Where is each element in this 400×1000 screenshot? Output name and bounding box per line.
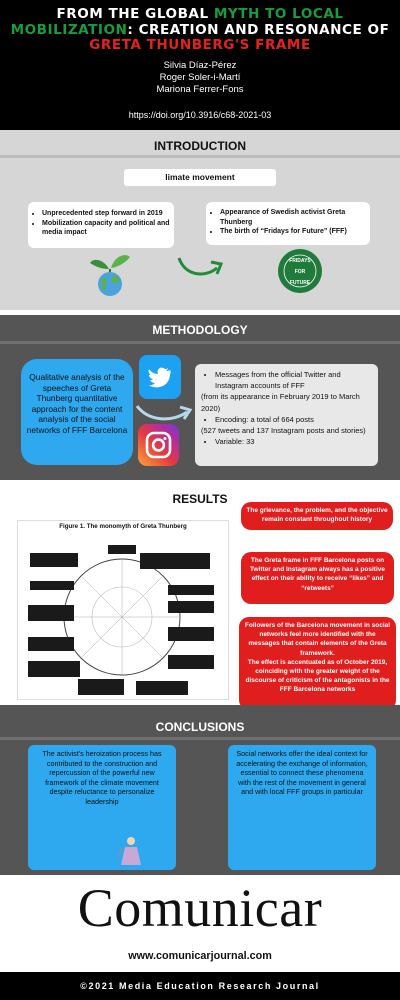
methodology-details (195, 364, 378, 466)
list-item: • The birth of “Fridays for Future” (FFF) (220, 227, 366, 237)
result-box-2: The Greta frame in FFF Barcelona posts on Twitter and Instagram always has a positive effect on their ability to receive “likes” and “retweets” (241, 552, 394, 604)
section-divider (0, 341, 400, 344)
intro-right-box (206, 202, 370, 245)
poster-title (6, 7, 394, 54)
list-item: • Messages from the official Twitter and Instagram accounts of FFF (215, 369, 374, 391)
intro-left-box (28, 202, 174, 248)
note: (527 tweets and 137 Instagram posts and stories) (201, 426, 366, 436)
list-item: • Appearance of Swedish activist Greta Thunberg (220, 208, 366, 227)
title-part1: FROM THE GLOBAL (56, 6, 214, 22)
monomyth-diagram (18, 531, 228, 701)
copyright-bar: ©2021 Media Education Research Journal (0, 972, 400, 1000)
methodology-section (0, 315, 400, 480)
doi-link[interactable]: https://doi.org/10.3916/c68-2021-03 (128, 110, 272, 120)
monomyth-figure (17, 520, 229, 700)
conclusion-right-text: Social networks offer the ideal context for accelerating the exchange of information, essential to connect these phenomena with the rest of the movement in general and with local FFF groups in particular (236, 749, 368, 797)
twitter-icon (139, 355, 181, 399)
result-box-3 (239, 617, 396, 710)
header (0, 0, 400, 130)
note: (from its appearance in February 2019 to March 2020) (201, 392, 360, 413)
list-item: • Mobilization capacity and political and media impact (42, 219, 170, 238)
svg-text:FRIDAYS: FRIDAYS (289, 258, 311, 264)
section-divider (0, 737, 400, 740)
hero-figure-icon (115, 835, 147, 867)
methodology-title: METHODOLOGY (152, 323, 248, 337)
results-title: RESULTS (172, 492, 228, 506)
comunicar-logo: Comunicar (77, 878, 323, 938)
result-box-1: The grievance, the problem, and the objective remain constant throughout history (241, 502, 393, 530)
svg-text:FOR: FOR (294, 269, 306, 275)
figure-title: Figure 1. The monomyth of Greta Thunberg (59, 523, 187, 530)
earth-plant-icon (88, 251, 132, 297)
author-1: Silvia Díaz-Pérez (163, 60, 237, 71)
list-item: • Encoding: a total of 664 posts (215, 414, 374, 425)
curved-arrow-icon (175, 252, 225, 280)
list-item: • Variable: 33 (215, 436, 374, 447)
fridays-for-future-badge (277, 248, 323, 294)
website-link[interactable]: www.comunicarjournal.com (128, 950, 272, 962)
results-section (0, 480, 400, 705)
authors (0, 60, 400, 96)
footer (0, 875, 400, 972)
topic-pill: limate movement (124, 169, 276, 186)
title-red: GRETA THUNBERG'S FRAME (89, 37, 311, 53)
author-2: Roger Soler-i-Martí (159, 72, 241, 83)
introduction-title: INTRODUCTION (154, 139, 246, 153)
conclusion-left (28, 745, 176, 870)
introduction-section (0, 130, 400, 310)
title-green: MYTH TO LOCAL MOBILIZATION (10, 6, 344, 38)
list-item: • Unprecedented step forward in 2019 (42, 209, 170, 219)
result-box-3-text-a: Followers of the Barcelona movement in social networks feel more identified with the messages that contain elements of the Greta framework. (244, 622, 391, 657)
instagram-icon (138, 424, 179, 466)
curved-arrow-icon (133, 398, 195, 426)
conclusions-title: CONCLUSIONS (155, 720, 245, 734)
methodology-summary: Qualitative analysis of the speeches of Greta Thunberg quantitative approach for the content analysis of the social networks of FFF Barcelona (21, 359, 133, 465)
author-3: Mariona Ferrer-Fons (156, 84, 244, 95)
title-part2: : CREATION AND RESONANCE OF (127, 21, 390, 38)
section-divider (0, 155, 400, 158)
conclusion-right (228, 745, 376, 870)
conclusion-left-text: The activist's heroization process has contributed to the construction and repercussion of the powerful new framework of the climate movement despite reluctance to personalize leadership (42, 749, 162, 806)
svg-text:FUTURE: FUTURE (289, 280, 311, 286)
result-box-3-text-b: The effect is accentuated as of October 2019, coinciding with the greater weight of the discourse of criticism of the antagonists in the FFF Barcelona networks (245, 658, 390, 694)
conclusions-section (0, 705, 400, 875)
